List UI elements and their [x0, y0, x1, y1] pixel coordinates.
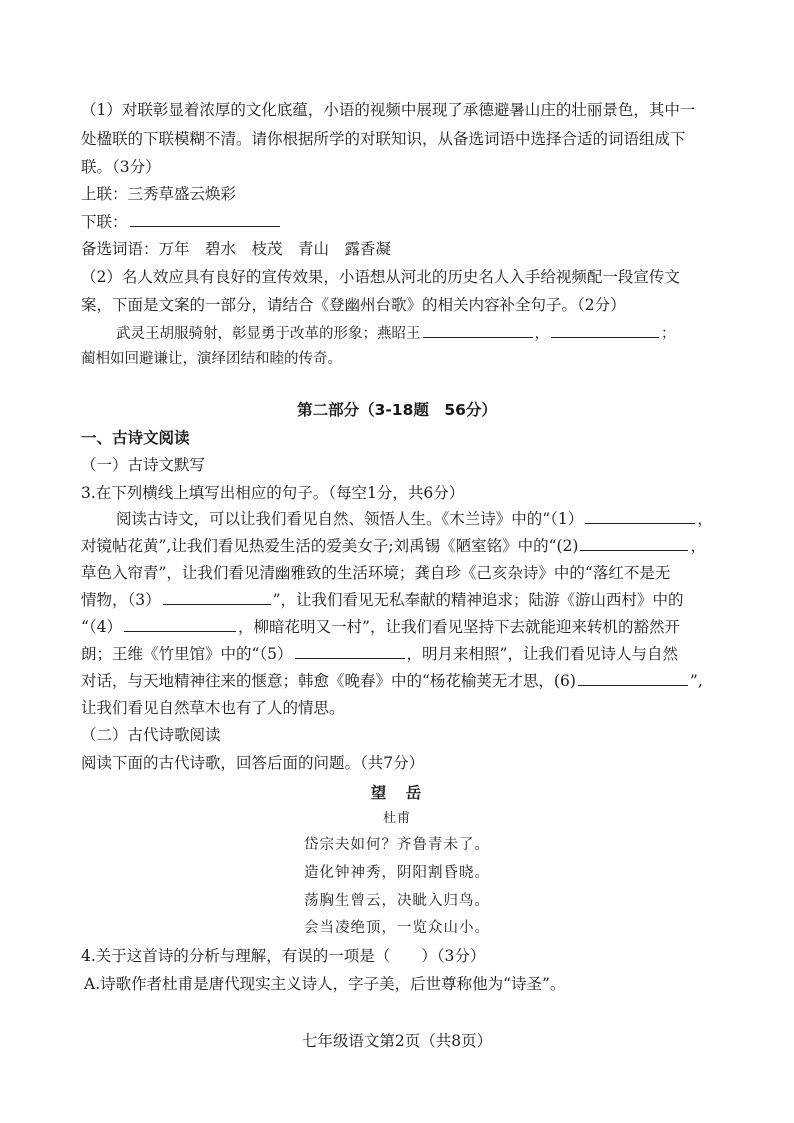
q3-l5-rest: ，柳暗花明又一村”，让我们看见坚持下去就能迎来转机的豁然开 — [238, 618, 680, 636]
q3-blank-4[interactable] — [124, 614, 236, 632]
q3-line-8: 让我们看见自然草木也有了人的情思。 — [81, 699, 345, 717]
q3-blank-5[interactable] — [295, 641, 405, 659]
word-options: 备选词语：万年 碧水 枝茂 青山 露香凝 — [81, 240, 392, 258]
q2-text-c: ； — [661, 326, 676, 342]
q3-line-6 — [81, 641, 721, 667]
couplet-lower-label: 下联： — [81, 213, 128, 231]
q2-line-3 — [116, 320, 756, 347]
q3-l4-rest: ”，让我们看见无私奉献的精神追求；陆游《游山西村》中的 — [272, 591, 684, 609]
q2-blank-2[interactable] — [551, 320, 659, 338]
q3-l1-text: 阅读古诗文，可以让我们看见自然、领悟人生。《木兰诗》中的“（1） — [116, 510, 584, 528]
q2-text-b: ， — [534, 326, 549, 342]
q3-line-1 — [116, 506, 756, 532]
q2-text-a: 武灵王胡服骑射，彰显勇于改革的形象；燕昭王 — [116, 326, 421, 342]
q3-line-4 — [81, 587, 721, 613]
q4-stem: 4.关于这首诗的分析与理解，有误的一项是（ ）（3分） — [81, 947, 486, 965]
poem-title: 望 岳 — [370, 784, 424, 802]
q3-heading: 3.在下列横线上填写出相应的句子。（每空1分，共6分） — [81, 484, 465, 502]
part2-title: 第二部分（3-18题 56分） — [297, 401, 497, 419]
q3-line-2 — [81, 533, 721, 559]
section-heading: 一、古诗文阅读 — [81, 429, 190, 447]
q3-l5-text: “（4） — [81, 618, 123, 636]
q3-blank-6[interactable] — [578, 668, 688, 686]
q3-l6-text: 朗；王维《竹里馆》中的“（5） — [81, 645, 293, 663]
q1-line-1: （1）对联彰显着浓厚的文化底蕴，小语的视频中展现了承德避暑山庄的壮丽景色，其中一 — [81, 101, 696, 119]
couplet-lower — [81, 209, 721, 235]
q3-l4-text: 情物，（3） — [81, 591, 161, 609]
q3-line-7 — [81, 668, 721, 694]
poem-line-3: 荡胸生曾云，决眦入归鸟。 — [304, 893, 490, 909]
poem-author: 杜甫 — [382, 811, 411, 826]
q2-line-1: （2）名人效应具有良好的宣传效果，小语想从河北的历史名人入手给视频配一段宣传文 — [81, 268, 680, 286]
poem-line-4: 会当凌绝顶，一览众山小。 — [304, 920, 490, 936]
q3-line-3: 草色入帘青”，让我们看见清幽雅致的生活环境；龚自珍《己亥杂诗》中的“落红不是无 — [81, 564, 671, 582]
q3-l2-text: 对镜帖花黄”,让我们看见热爱生活的爱美女子;刘禹锡《陋室铭》中的“(2) — [81, 537, 579, 555]
q2-line-2: 案，下面是文案的一部分，请结合《登幽州台歌》的相关内容补全句子。（2分） — [81, 296, 626, 314]
q1-line-2: 处楹联的下联模糊不清。请你根据所学的对联知识，从备选词语中选择合适的词语组成下 — [81, 130, 686, 148]
q1-line-3: 联。（3分） — [81, 158, 161, 176]
subsection-2: （二）古代诗歌阅读 — [81, 726, 221, 744]
subsection-1: （一）古诗文默写 — [81, 456, 206, 474]
q3-l7-text: 对话，与天地精神往来的惬意；韩愈《晚春》中的“杨花榆荚无才思，(6) — [81, 672, 576, 690]
q3-l6-rest: ，明月来相照”，让我们看见诗人与自然 — [406, 645, 678, 663]
q3-l7-punct: ”, — [689, 672, 703, 690]
q4-option-a: A.诗歌作者杜甫是唐代现实主义诗人，字子美，后世尊称他为“诗圣”。 — [84, 975, 566, 993]
poem-line-1: 岱宗夫如何？齐鲁青未了。 — [304, 837, 490, 853]
q3-blank-2[interactable] — [580, 533, 688, 551]
poem-line-2: 造化钟神秀，阴阳割昏晓。 — [304, 865, 490, 881]
page-footer: 七年级语文第2页（共8页） — [301, 1032, 493, 1050]
q2-line-4: 蔺相如回避谦让，演绎团结和睦的传奇。 — [81, 351, 342, 367]
q3-l2-punct: ， — [690, 537, 706, 555]
q3-blank-3[interactable] — [163, 587, 271, 605]
reading-instruction: 阅读下面的古代诗歌，回答后面的问题。（共7分） — [81, 754, 425, 772]
q2-blank-1[interactable] — [423, 320, 533, 338]
q3-line-5 — [81, 614, 721, 640]
couplet-lower-blank[interactable] — [130, 209, 280, 227]
couplet-upper: 上联：三秀草盛云焕彩 — [81, 185, 237, 203]
q3-blank-1[interactable] — [585, 506, 695, 524]
q3-l1-punct: ， — [697, 510, 713, 528]
